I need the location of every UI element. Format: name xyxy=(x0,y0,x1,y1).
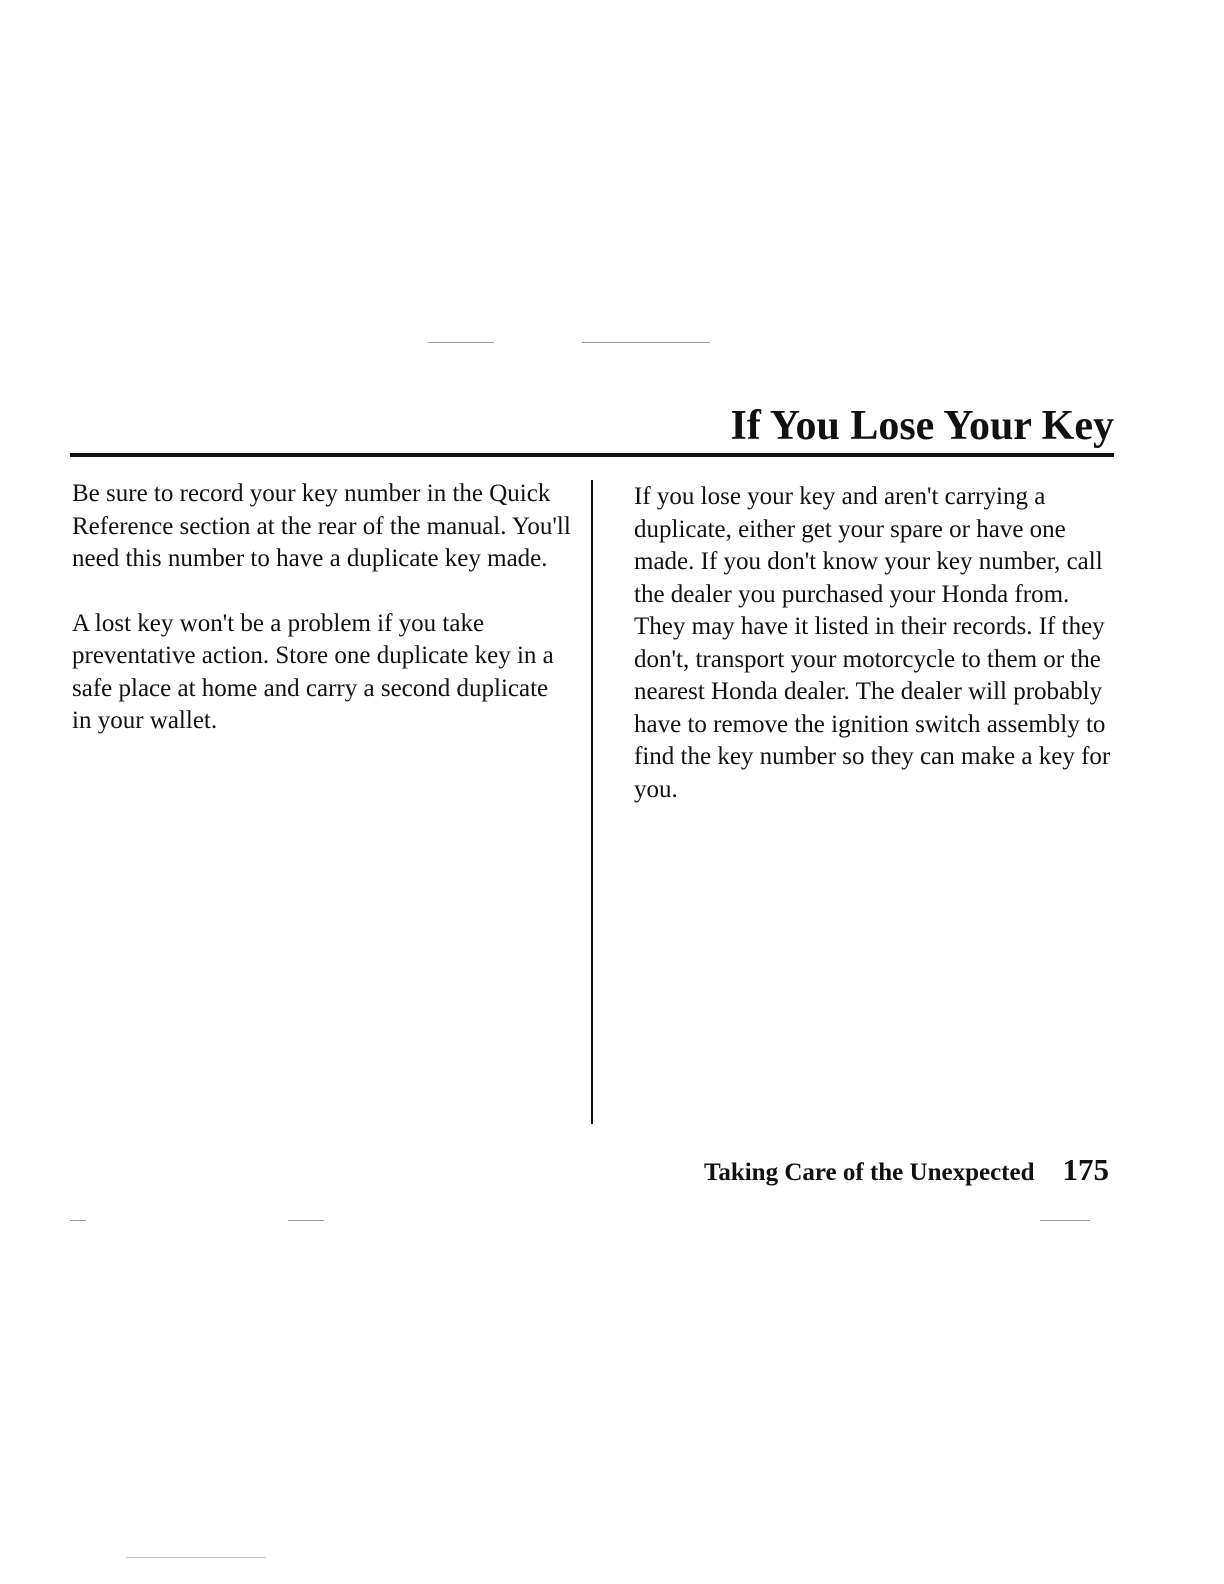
page-title: If You Lose Your Key xyxy=(730,403,1114,449)
page-number: 175 xyxy=(1062,1152,1109,1187)
scan-mark xyxy=(288,1220,324,1221)
footer-section-title: Taking Care of the Unexpected xyxy=(703,1159,1035,1186)
scan-mark xyxy=(1040,1220,1090,1221)
left-column xyxy=(72,478,572,738)
page-footer xyxy=(704,1152,1109,1188)
right-column xyxy=(634,481,1114,806)
scan-mark xyxy=(582,342,710,343)
paragraph: A lost key won't be a problem if you take preventative action. Store one duplicate key in a safe place at home and carry a second duplicate in your wallet. xyxy=(72,609,554,734)
title-rule xyxy=(70,453,1114,457)
scan-mark xyxy=(428,342,494,343)
scan-mark xyxy=(70,1220,86,1221)
paragraph: Be sure to record your key number in the Quick Reference section at the rear of the manual. You'll need this number to have a duplicate key made. xyxy=(72,480,571,572)
scan-mark xyxy=(126,1557,266,1558)
column-divider xyxy=(591,480,593,1124)
paragraph: If you lose your key and aren't carrying a duplicate, either get your spare or have one made. If you don't know your key number, call the dealer you purchased your Honda from. They may have it listed in their records. If they don't, transport your motorcycle to them or the nearest Honda dealer. The dealer will probably have to remove the ignition switch assembly to find the key number so they can make a key for you. xyxy=(634,483,1111,803)
